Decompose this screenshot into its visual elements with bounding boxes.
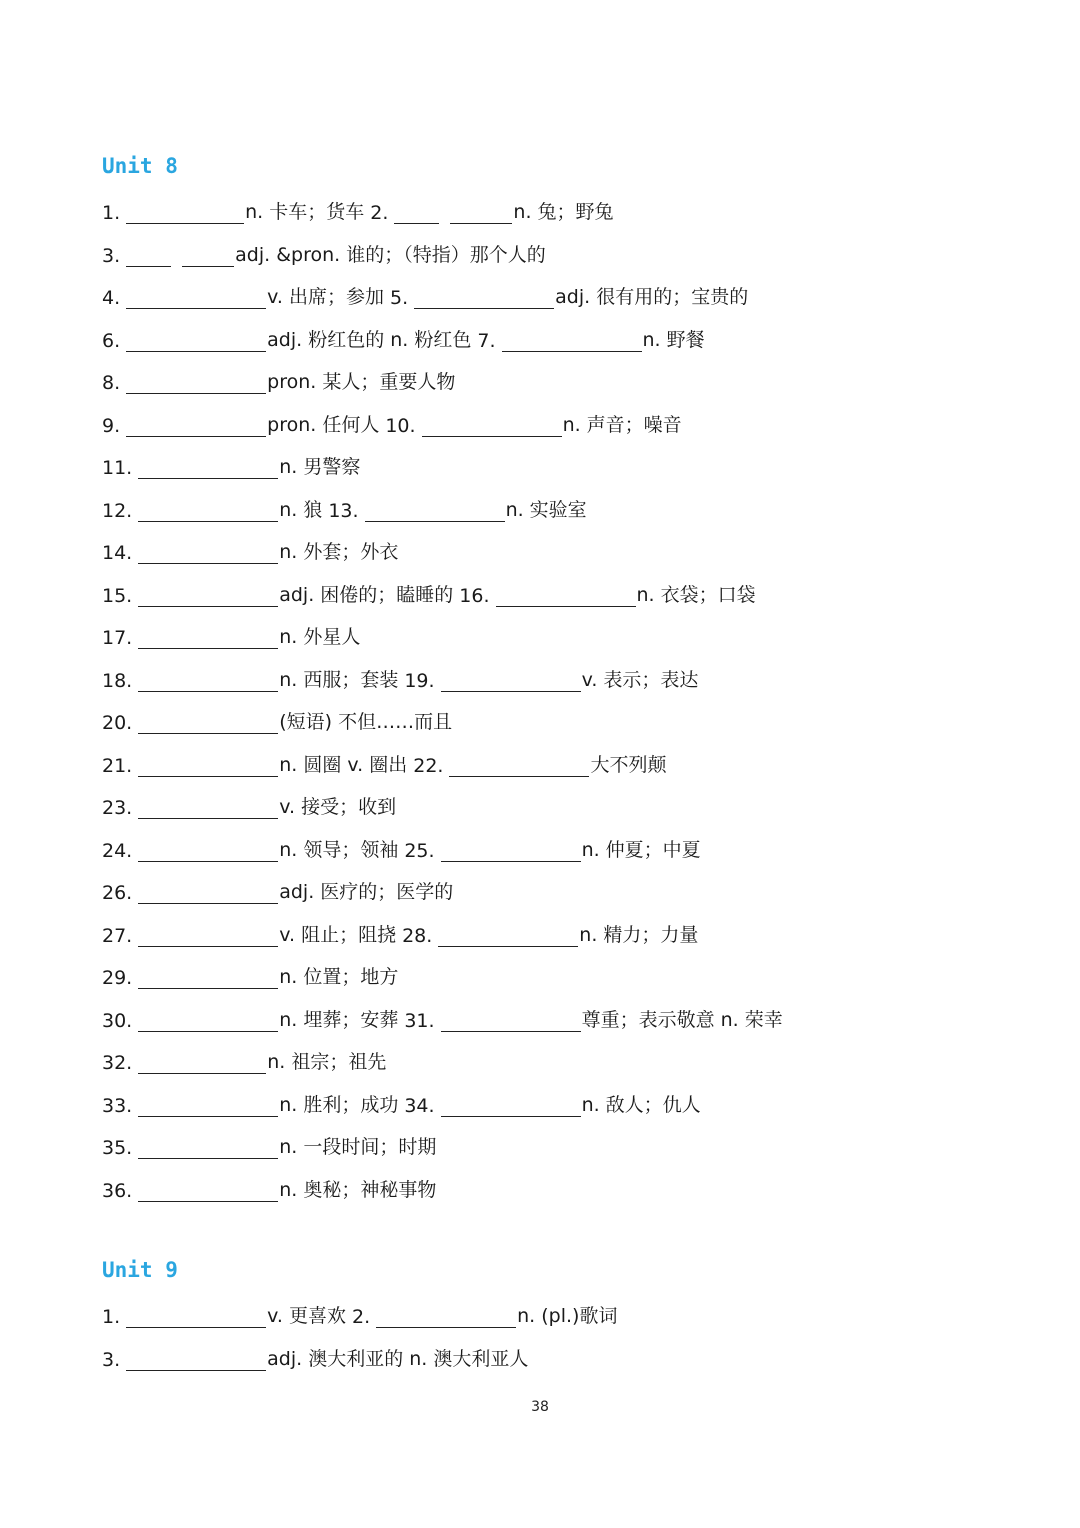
vocabulary-line [102,1129,442,1159]
definition-text: adj. 很有用的；宝贵的 [555,286,749,308]
answer-blank[interactable] [441,1009,581,1032]
definition-text: n. (pl.)歌词 [517,1305,618,1327]
item-number: 20. [102,712,133,734]
answer-blank[interactable] [126,414,266,437]
vocabulary-line [102,704,458,734]
definition-text: n. 声音；噪音 [562,413,682,436]
answer-blank[interactable] [441,839,581,862]
answer-blank[interactable] [414,286,554,309]
definition-text: n. 仲夏；中夏 [581,838,701,861]
definition-text: n. 外星人 [279,626,361,648]
definition-text: n. 狼 [279,498,323,521]
item-number: 32. [102,1052,133,1074]
item-number: 2. [370,202,389,224]
definition-text: n. 一段时间；时期 [279,1136,437,1158]
answer-blank[interactable] [441,1094,581,1117]
answer-blank[interactable] [138,754,278,777]
vocabulary-line [102,619,366,649]
item-number: 2. [352,1306,371,1328]
item-number: 34. [404,1094,435,1117]
answer-blank[interactable] [182,244,234,267]
item-number: 3. [102,1348,121,1371]
item-number: 9. [102,414,121,437]
answer-blank[interactable] [126,371,266,394]
definition-text: n. 埋葬；安葬 [279,1008,399,1031]
answer-blank[interactable] [138,1094,278,1117]
item-number: 33. [102,1094,133,1117]
page-number: 38 [531,1399,549,1415]
definition-text: n. 兔；野兔 [513,201,614,223]
definition-text: n. 实验室 [505,498,587,521]
vocabulary-line [102,449,366,479]
vocabulary-line [102,1044,392,1074]
vocabulary-line [102,917,704,947]
item-number: 13. [328,499,359,522]
vocabulary-line [102,747,672,777]
answer-blank[interactable] [441,669,581,692]
answer-blank[interactable] [138,881,278,904]
item-number: 22. [413,754,444,777]
vocabulary-line [102,959,404,989]
item-number: 8. [102,372,121,394]
definition-text: n. 衣袋；口袋 [636,583,756,606]
answer-blank[interactable] [138,669,278,692]
answer-blank[interactable] [138,839,278,862]
answer-blank[interactable] [126,1305,266,1328]
definition-text: pron. 某人；重要人物 [267,371,456,393]
definition-text: n. 敌人；仇人 [581,1093,701,1116]
item-number: 10. [385,414,416,437]
item-number: 27. [102,924,133,947]
definition-text: (短语) 不但……而且 [279,711,453,733]
definition-text: v. 阻止；阻挠 [279,923,397,946]
definition-text: adj. 粉红色的 n. 粉红色 [267,328,472,351]
answer-blank[interactable] [496,584,636,607]
vocabulary-line [102,194,620,224]
vocabulary-line [102,1172,442,1202]
definition-text: n. 男警察 [279,456,361,478]
item-number: 5. [390,287,409,309]
answer-blank[interactable] [394,201,439,224]
item-number: 28. [402,924,433,947]
answer-blank[interactable] [502,329,642,352]
item-number: 25. [404,839,435,862]
item-number: 11. [102,457,133,479]
answer-blank[interactable] [450,201,512,224]
answer-blank[interactable] [138,1136,278,1159]
item-number: 31. [404,1009,435,1032]
answer-blank[interactable] [126,286,266,309]
answer-blank[interactable] [138,966,278,989]
item-number: 16. [459,584,490,607]
item-number: 14. [102,542,133,564]
answer-blank[interactable] [138,584,278,607]
item-number: 19. [404,669,435,692]
item-number: 18. [102,669,133,692]
unit-9-heading: Unit 9 [102,1258,178,1282]
definition-text: n. 位置；地方 [279,966,399,988]
definition-text: n. 奥秘；神秘事物 [279,1178,437,1201]
answer-blank[interactable] [422,414,562,437]
item-number: 21. [102,754,133,777]
answer-blank[interactable] [376,1305,516,1328]
item-number: 7. [477,329,496,352]
answer-blank[interactable] [126,201,244,224]
definition-text: n. 精力；力量 [579,923,699,946]
item-number: 6. [102,329,121,352]
answer-blank[interactable] [126,1348,266,1371]
definition-text: n. 领导；领袖 [279,838,399,861]
unit-8-heading: Unit 8 [102,154,178,178]
answer-blank[interactable] [138,541,278,564]
definition-text: adj. 医疗的；医学的 [279,881,454,903]
vocabulary-line [102,364,461,394]
definition-text: v. 接受；收到 [279,796,397,818]
definition-text: n. 西服；套装 [279,668,399,691]
vocabulary-line [102,407,688,437]
item-number: 15. [102,584,133,607]
vocabulary-line [102,789,402,819]
item-number: 3. [102,244,121,267]
item-number: 4. [102,287,121,309]
definition-text: n. 外套；外衣 [279,541,399,563]
vocabulary-line [102,874,459,904]
answer-blank[interactable] [126,329,266,352]
answer-blank[interactable] [126,244,171,267]
vocabulary-line [102,662,704,692]
definition-text: pron. 任何人 [267,413,380,436]
vocabulary-line [102,1341,534,1371]
definition-text: n. 卡车；货车 [245,201,365,223]
vocabulary-line [102,1298,623,1328]
definition-text: adj. 澳大利亚的 n. 澳大利亚人 [267,1347,529,1370]
vocabulary-line [102,322,711,352]
item-number: 36. [102,1179,133,1202]
item-number: 23. [102,797,133,819]
vocabulary-line [102,1087,707,1117]
item-number: 24. [102,839,133,862]
definition-text: adj. &pron. 谁的；（特指）那个人的 [235,243,546,266]
definition-text: n. 胜利；成功 [279,1093,399,1116]
definition-text: v. 更喜欢 [267,1305,346,1327]
vocabulary-line [102,832,707,862]
vocabulary-line [102,1002,789,1032]
item-number: 17. [102,627,133,649]
item-number: 30. [102,1009,133,1032]
answer-blank[interactable] [138,1179,278,1202]
item-number: 35. [102,1137,133,1159]
answer-blank[interactable] [138,1051,266,1074]
answer-blank[interactable] [138,924,278,947]
answer-blank[interactable] [365,499,505,522]
definition-text: adj. 困倦的；瞌睡的 [279,583,454,606]
item-number: 26. [102,882,133,904]
definition-text: 尊重；表示敬意 n. 荣幸 [581,1008,783,1031]
item-number: 1. [102,1306,121,1328]
definition-text: n. 圆圈 v. 圈出 [279,753,408,776]
definition-text: v. 表示；表达 [581,668,699,691]
item-number: 29. [102,967,133,989]
vocabulary-line [102,492,593,522]
answer-blank[interactable] [138,626,278,649]
answer-blank[interactable] [138,796,278,819]
answer-blank[interactable] [438,924,578,947]
vocabulary-line [102,237,552,267]
definition-text: n. 野餐 [642,328,705,351]
vocabulary-line [102,279,754,309]
item-number: 12. [102,499,133,522]
definition-text: n. 祖宗；祖先 [267,1051,387,1073]
answer-blank[interactable] [138,499,278,522]
vocabulary-line [102,534,404,564]
answer-blank[interactable] [449,754,589,777]
vocabulary-line [102,577,762,607]
answer-blank[interactable] [138,456,278,479]
answer-blank[interactable] [138,1009,278,1032]
item-number: 1. [102,202,121,224]
definition-text: v. 出席；参加 [267,286,384,308]
answer-blank[interactable] [138,711,278,734]
definition-text: 大不列颠 [590,753,667,776]
